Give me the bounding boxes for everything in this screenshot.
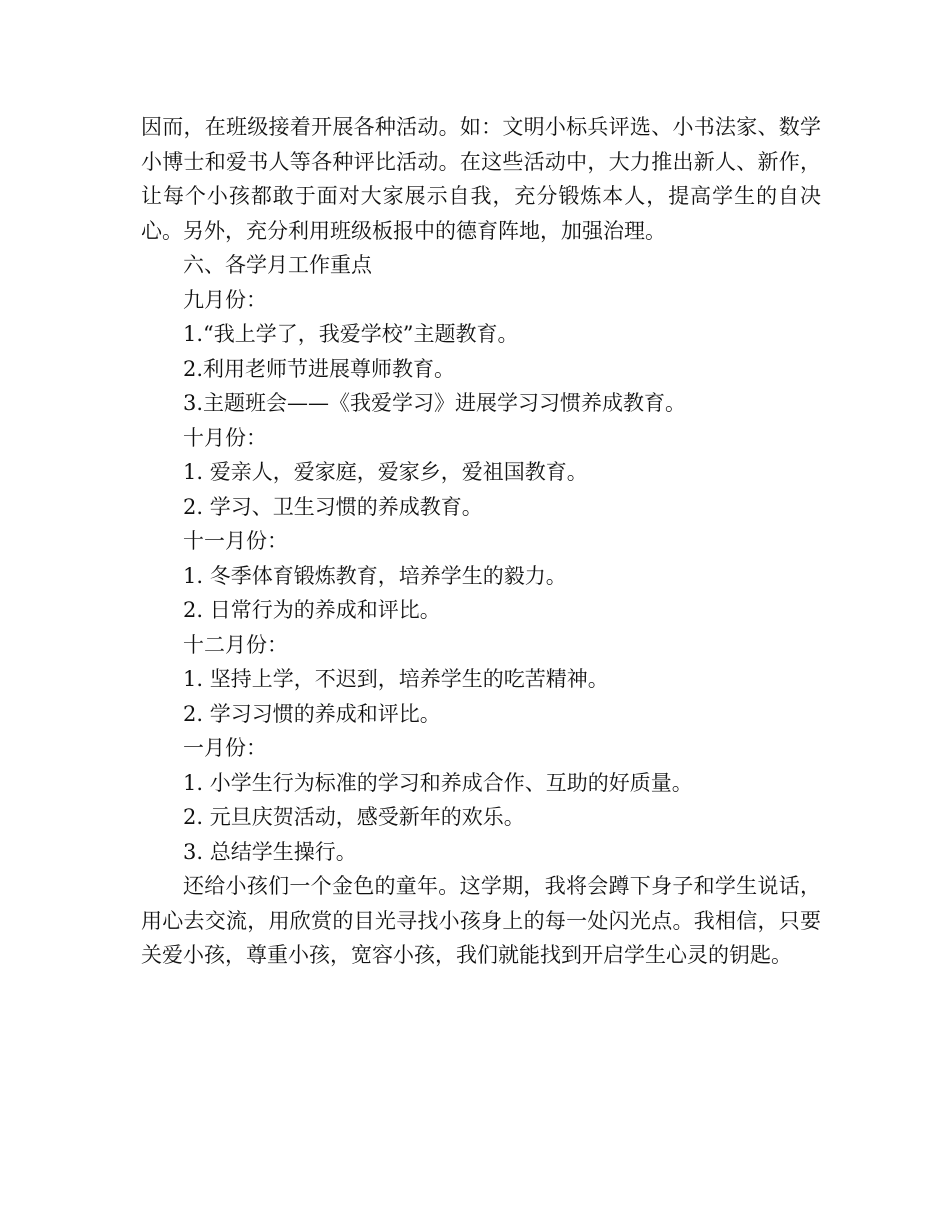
month-label-october: 十月份： (183, 425, 267, 450)
january-item-1: 1. 小学生行为标准的学习和养成合作、互助的好质量。 (183, 770, 693, 795)
december-item-2: 2. 学习习惯的养成和评比。 (183, 701, 441, 726)
november-item-2: 2. 日常行为的养成和评比。 (183, 598, 441, 622)
october-item-2: 2. 学习、卫生习惯的养成教育。 (183, 494, 483, 519)
intro-paragraph: 因而，在班级接着开展各种活动。如：文明小标兵评选、小书法家、数学小博士和爱书人等各种评比活动。在这些活动中，大力推出新人、新作，让每个小孩都敢于面对大家展示自我，充分锻炼本人，提高学生的自决心。另外，充分利用班级板报中的德育阵地，加强治理。 (141, 115, 821, 243)
november-item-1: 1. 冬季体育锻炼教育，培养学生的毅力。 (183, 563, 567, 588)
september-item-2: 2.利用老师节进展尊师教育。 (183, 356, 456, 381)
section-heading: 六、各学月工作重点 (183, 253, 372, 277)
month-label-november: 十一月份： (183, 529, 288, 553)
december-item-1: 1. 坚持上学，不迟到，培养学生的吃苦精神。 (183, 667, 609, 691)
september-item-1: 1.“我上学了，我爱学校”主题教育。 (183, 322, 519, 346)
document-body (141, 110, 821, 973)
month-label-january: 一月份： (183, 736, 267, 760)
october-item-1: 1. 爱亲人，爱家庭，爱家乡，爱祖国教育。 (183, 460, 588, 484)
january-item-2: 2. 元旦庆贺活动，感受新年的欢乐。 (183, 805, 525, 829)
september-item-3: 3.主题班会——《我爱学习》进展学习习惯养成教育。 (183, 391, 687, 415)
closing-paragraph: 还给小孩们一个金色的童年。这学期，我将会蹲下身子和学生说话，用心去交流，用欣赏的目光寻找小孩身上的每一处闪光点。我相信，只要关爱小孩，尊重小孩，宽容小孩，我们就能找到开启学生心灵的钥匙。 (141, 874, 821, 967)
month-label-september: 九月份： (183, 287, 267, 312)
january-item-3: 3. 总结学生操行。 (183, 839, 357, 864)
month-label-december: 十二月份： (183, 632, 288, 657)
